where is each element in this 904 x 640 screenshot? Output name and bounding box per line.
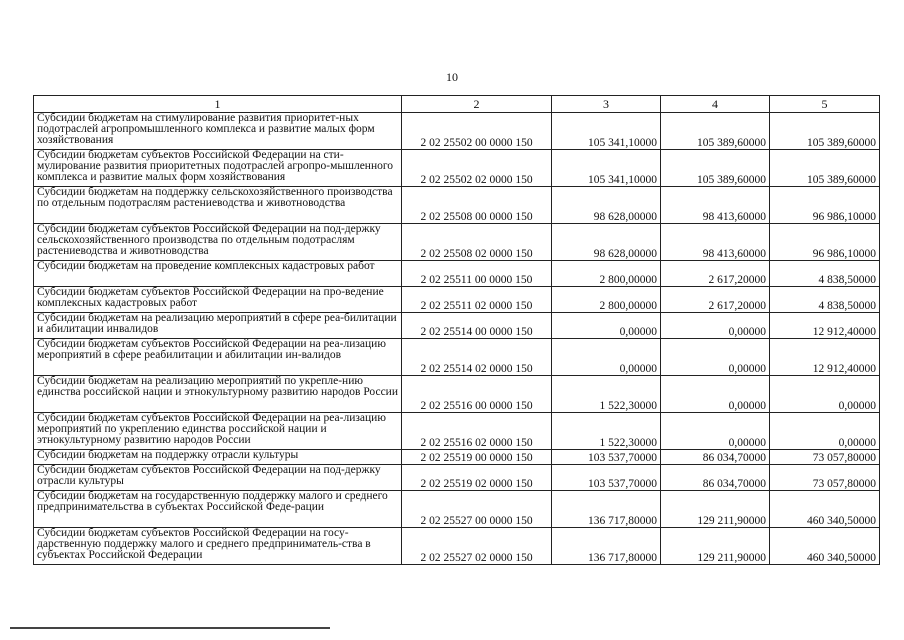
row-name: Субсидии бюджетам субъектов Российской Федерации на под-держку отрасли культуры (34, 465, 402, 491)
row-value-col4: 86 034,70000 (661, 450, 770, 465)
row-value-col3: 103 537,70000 (552, 465, 661, 491)
row-code: 2 02 25514 02 0000 150 (402, 339, 552, 376)
row-value-col5: 73 057,80000 (770, 450, 880, 465)
table-row (34, 376, 880, 413)
table-row (34, 287, 880, 313)
row-code: 2 02 25508 02 0000 150 (402, 224, 552, 261)
row-value-col5: 12 912,40000 (770, 339, 880, 376)
row-value-col3: 98 628,00000 (552, 224, 661, 261)
row-name: Субсидии бюджетам на реализацию мероприятий в сфере реа-билитации и абилитации инвалидов (34, 313, 402, 339)
table-row (34, 528, 880, 565)
row-value-col4: 129 211,90000 (661, 528, 770, 565)
row-value-col3: 136 717,80000 (552, 491, 661, 528)
table-row (34, 224, 880, 261)
table-row (34, 339, 880, 376)
row-value-col5: 4 838,50000 (770, 261, 880, 287)
budget-table (33, 95, 880, 565)
row-value-col4: 105 389,60000 (661, 150, 770, 187)
row-code: 2 02 25502 02 0000 150 (402, 150, 552, 187)
row-value-col3: 98 628,00000 (552, 187, 661, 224)
row-value-col4: 2 617,20000 (661, 287, 770, 313)
row-value-col3: 0,00000 (552, 339, 661, 376)
row-name: Субсидии бюджетам на государственную поддержку малого и среднего предпринимательства в субъектах Российской Феде-рации (34, 491, 402, 528)
row-name: Субсидии бюджетам на реализацию мероприятий по укрепле-нию единства российской нации и этнокультурному развитию народов России (34, 376, 402, 413)
row-value-col3: 0,00000 (552, 313, 661, 339)
column-header-1: 1 (34, 96, 402, 113)
row-code: 2 02 25527 02 0000 150 (402, 528, 552, 565)
column-header-5: 5 (770, 96, 880, 113)
table-row (34, 187, 880, 224)
row-name: Субсидии бюджетам субъектов Российской Федерации на сти-мулирование развития приоритетных подотраслей агропро-мышленного комплекса и развитие малых форм хозяйствования (34, 150, 402, 187)
row-value-col3: 2 800,00000 (552, 287, 661, 313)
row-name: Субсидии бюджетам на проведение комплексных кадастровых работ (34, 261, 402, 287)
table-row (34, 150, 880, 187)
bottom-rule (10, 627, 330, 629)
row-code: 2 02 25519 00 0000 150 (402, 450, 552, 465)
row-value-col4: 0,00000 (661, 339, 770, 376)
row-value-col5: 73 057,80000 (770, 465, 880, 491)
page-number: 10 (446, 70, 458, 84)
row-name: Субсидии бюджетам субъектов Российской Федерации на госу-дарственную поддержку малого и среднего предприниматель-ства в субъектах Российской Федерации (34, 528, 402, 565)
row-value-col5: 460 340,50000 (770, 528, 880, 565)
row-value-col5: 105 389,60000 (770, 113, 880, 150)
row-value-col3: 103 537,70000 (552, 450, 661, 465)
row-code: 2 02 25511 00 0000 150 (402, 261, 552, 287)
row-value-col3: 1 522,30000 (552, 413, 661, 450)
row-name: Субсидии бюджетам субъектов Российской Федерации на реа-лизацию мероприятий по укреплению единства российской нации и этнокультурному развитию народов России (34, 413, 402, 450)
row-code: 2 02 25514 00 0000 150 (402, 313, 552, 339)
row-name: Субсидии бюджетам на поддержку отрасли культуры (34, 450, 402, 465)
row-value-col5: 105 389,60000 (770, 150, 880, 187)
row-name: Субсидии бюджетам на поддержку сельскохозяйственного производства по отдельным подотраслям растениеводства и животноводства (34, 187, 402, 224)
row-value-col3: 136 717,80000 (552, 528, 661, 565)
table-row (34, 313, 880, 339)
row-code: 2 02 25502 00 0000 150 (402, 113, 552, 150)
row-value-col4: 86 034,70000 (661, 465, 770, 491)
row-value-col4: 105 389,60000 (661, 113, 770, 150)
row-value-col5: 0,00000 (770, 413, 880, 450)
row-value-col4: 0,00000 (661, 313, 770, 339)
row-code: 2 02 25527 00 0000 150 (402, 491, 552, 528)
row-value-col5: 96 986,10000 (770, 224, 880, 261)
row-value-col4: 0,00000 (661, 413, 770, 450)
table-header-row (34, 96, 880, 113)
row-code: 2 02 25516 00 0000 150 (402, 376, 552, 413)
row-code: 2 02 25511 02 0000 150 (402, 287, 552, 313)
row-name: Субсидии бюджетам на стимулирование развития приоритет-ных подотраслей агропромышленного комплекса и развитие малых форм хозяйствования (34, 113, 402, 150)
table-row (34, 465, 880, 491)
row-value-col4: 98 413,60000 (661, 224, 770, 261)
row-value-col5: 96 986,10000 (770, 187, 880, 224)
row-value-col4: 2 617,20000 (661, 261, 770, 287)
table-row (34, 450, 880, 465)
row-value-col3: 105 341,10000 (552, 113, 661, 150)
row-name: Субсидии бюджетам субъектов Российской Федерации на реа-лизацию мероприятий в сфере реабилитации и абилитации ин-валидов (34, 339, 402, 376)
row-value-col4: 0,00000 (661, 376, 770, 413)
row-value-col5: 12 912,40000 (770, 313, 880, 339)
table-row (34, 261, 880, 287)
row-value-col5: 460 340,50000 (770, 491, 880, 528)
column-header-3: 3 (552, 96, 661, 113)
table-row (34, 413, 880, 450)
column-header-2: 2 (402, 96, 552, 113)
row-value-col4: 129 211,90000 (661, 491, 770, 528)
row-code: 2 02 25519 02 0000 150 (402, 465, 552, 491)
table-row (34, 491, 880, 528)
row-name: Субсидии бюджетам субъектов Российской Федерации на про-ведение комплексных кадастровых работ (34, 287, 402, 313)
row-value-col5: 0,00000 (770, 376, 880, 413)
row-code: 2 02 25508 00 0000 150 (402, 187, 552, 224)
row-value-col3: 105 341,10000 (552, 150, 661, 187)
table-row (34, 113, 880, 150)
row-code: 2 02 25516 02 0000 150 (402, 413, 552, 450)
row-value-col3: 1 522,30000 (552, 376, 661, 413)
row-value-col3: 2 800,00000 (552, 261, 661, 287)
column-header-4: 4 (661, 96, 770, 113)
row-value-col5: 4 838,50000 (770, 287, 880, 313)
row-name: Субсидии бюджетам субъектов Российской Федерации на под-держку сельскохозяйственного производства по отдельным подотраслям растениеводства и животноводства (34, 224, 402, 261)
row-value-col4: 98 413,60000 (661, 187, 770, 224)
